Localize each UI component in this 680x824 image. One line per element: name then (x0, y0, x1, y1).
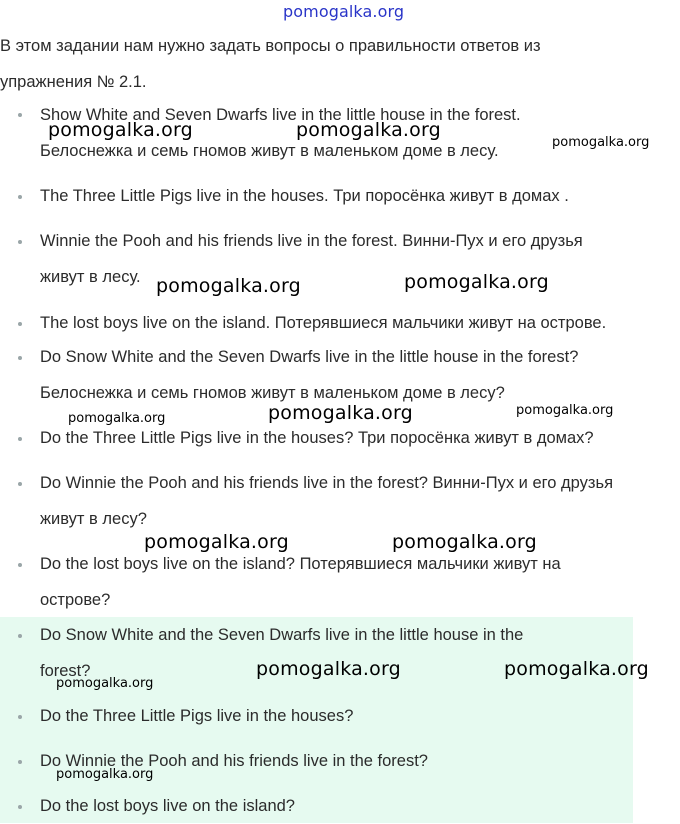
site-header-link[interactable]: pomogalka.org (283, 2, 405, 21)
bullet-icon (18, 437, 22, 441)
list-item-line: Do Winnie the Pooh and his friends live in the forest? Винни-Пух и его друзья (40, 474, 614, 492)
bullet-icon (18, 356, 22, 360)
watermark: pomogalka.org (296, 119, 441, 141)
list-item (40, 305, 606, 341)
intro-line-1: В этом задании нам нужно задать вопросы о правильности ответов из (0, 37, 541, 55)
watermark: pomogalka.org (268, 402, 413, 424)
list-item-line: Do the Three Little Pigs live in the houses? (40, 707, 354, 725)
watermark: pomogalka.org (392, 531, 537, 553)
bullet-icon (18, 482, 22, 486)
bullet-icon (18, 113, 22, 117)
watermark: pomogalka.org (404, 271, 549, 293)
bullet-icon (18, 195, 22, 199)
list-item-line: Do the Three Little Pigs live in the houses? Три поросёнка живут в домах? (40, 429, 594, 447)
intro-line-2: упражнения № 2.1. (0, 73, 147, 91)
watermark: pomogalka.org (156, 275, 301, 297)
watermark: pomogalka.org (56, 767, 154, 782)
bullet-icon (18, 322, 22, 326)
list-item-line: острове? (40, 591, 111, 609)
list-item (40, 546, 561, 618)
list-item-line: The lost boys live on the island. Потерявшиеся мальчики живут на острове. (40, 314, 607, 332)
list-item (40, 788, 295, 824)
list-item-line: Show White and Seven Dwarfs live in the little house in the forest. (40, 106, 521, 124)
watermark: pomogalka.org (48, 119, 193, 141)
intro-text (0, 28, 675, 100)
bullet-icon (18, 563, 22, 567)
list-item-line: Do the lost boys live on the island? (40, 797, 295, 815)
watermark: pomogalka.org (504, 658, 649, 680)
list-item (40, 465, 613, 537)
list-item (40, 339, 578, 411)
list-item-line: живут в лесу? (40, 510, 147, 528)
list-item (40, 698, 353, 734)
bullet-icon (18, 760, 22, 764)
list-item-line: Белоснежка и семь гномов живут в маленьком доме в лесу. (40, 142, 499, 160)
list-item-line: Do the lost boys live on the island? Потерявшиеся мальчики живут на (40, 555, 561, 573)
watermark: pomogalka.org (516, 403, 614, 418)
list-item-line: Do Snow White and the Seven Dwarfs live in the little house in the (40, 626, 524, 644)
watermark: pomogalka.org (56, 676, 154, 691)
watermark: pomogalka.org (552, 135, 650, 150)
bullet-icon (18, 805, 22, 809)
bullet-icon (18, 240, 22, 244)
list-item-line: Do Winnie the Pooh and his friends live in the forest? (40, 752, 428, 770)
list-item-line: The Three Little Pigs live in the houses. Три поросёнка живут в домах . (40, 187, 569, 205)
list-item (40, 178, 569, 214)
list-item-line: Белоснежка и семь гномов живут в маленьком доме в лесу? (40, 384, 505, 402)
watermark: pomogalka.org (144, 531, 289, 553)
list-item-line: forest? (40, 662, 91, 680)
watermark: pomogalka.org (256, 658, 401, 680)
list-item-line: Do Snow White and the Seven Dwarfs live in the little house in the forest? (40, 348, 579, 366)
watermark: pomogalka.org (68, 411, 166, 426)
bullet-icon (18, 715, 22, 719)
list-item-line: живут в лесу. (40, 268, 141, 286)
bullet-icon (18, 634, 22, 638)
list-item-line: Winnie the Pooh and his friends live in the forest. Винни-Пух и его друзья (40, 232, 583, 250)
